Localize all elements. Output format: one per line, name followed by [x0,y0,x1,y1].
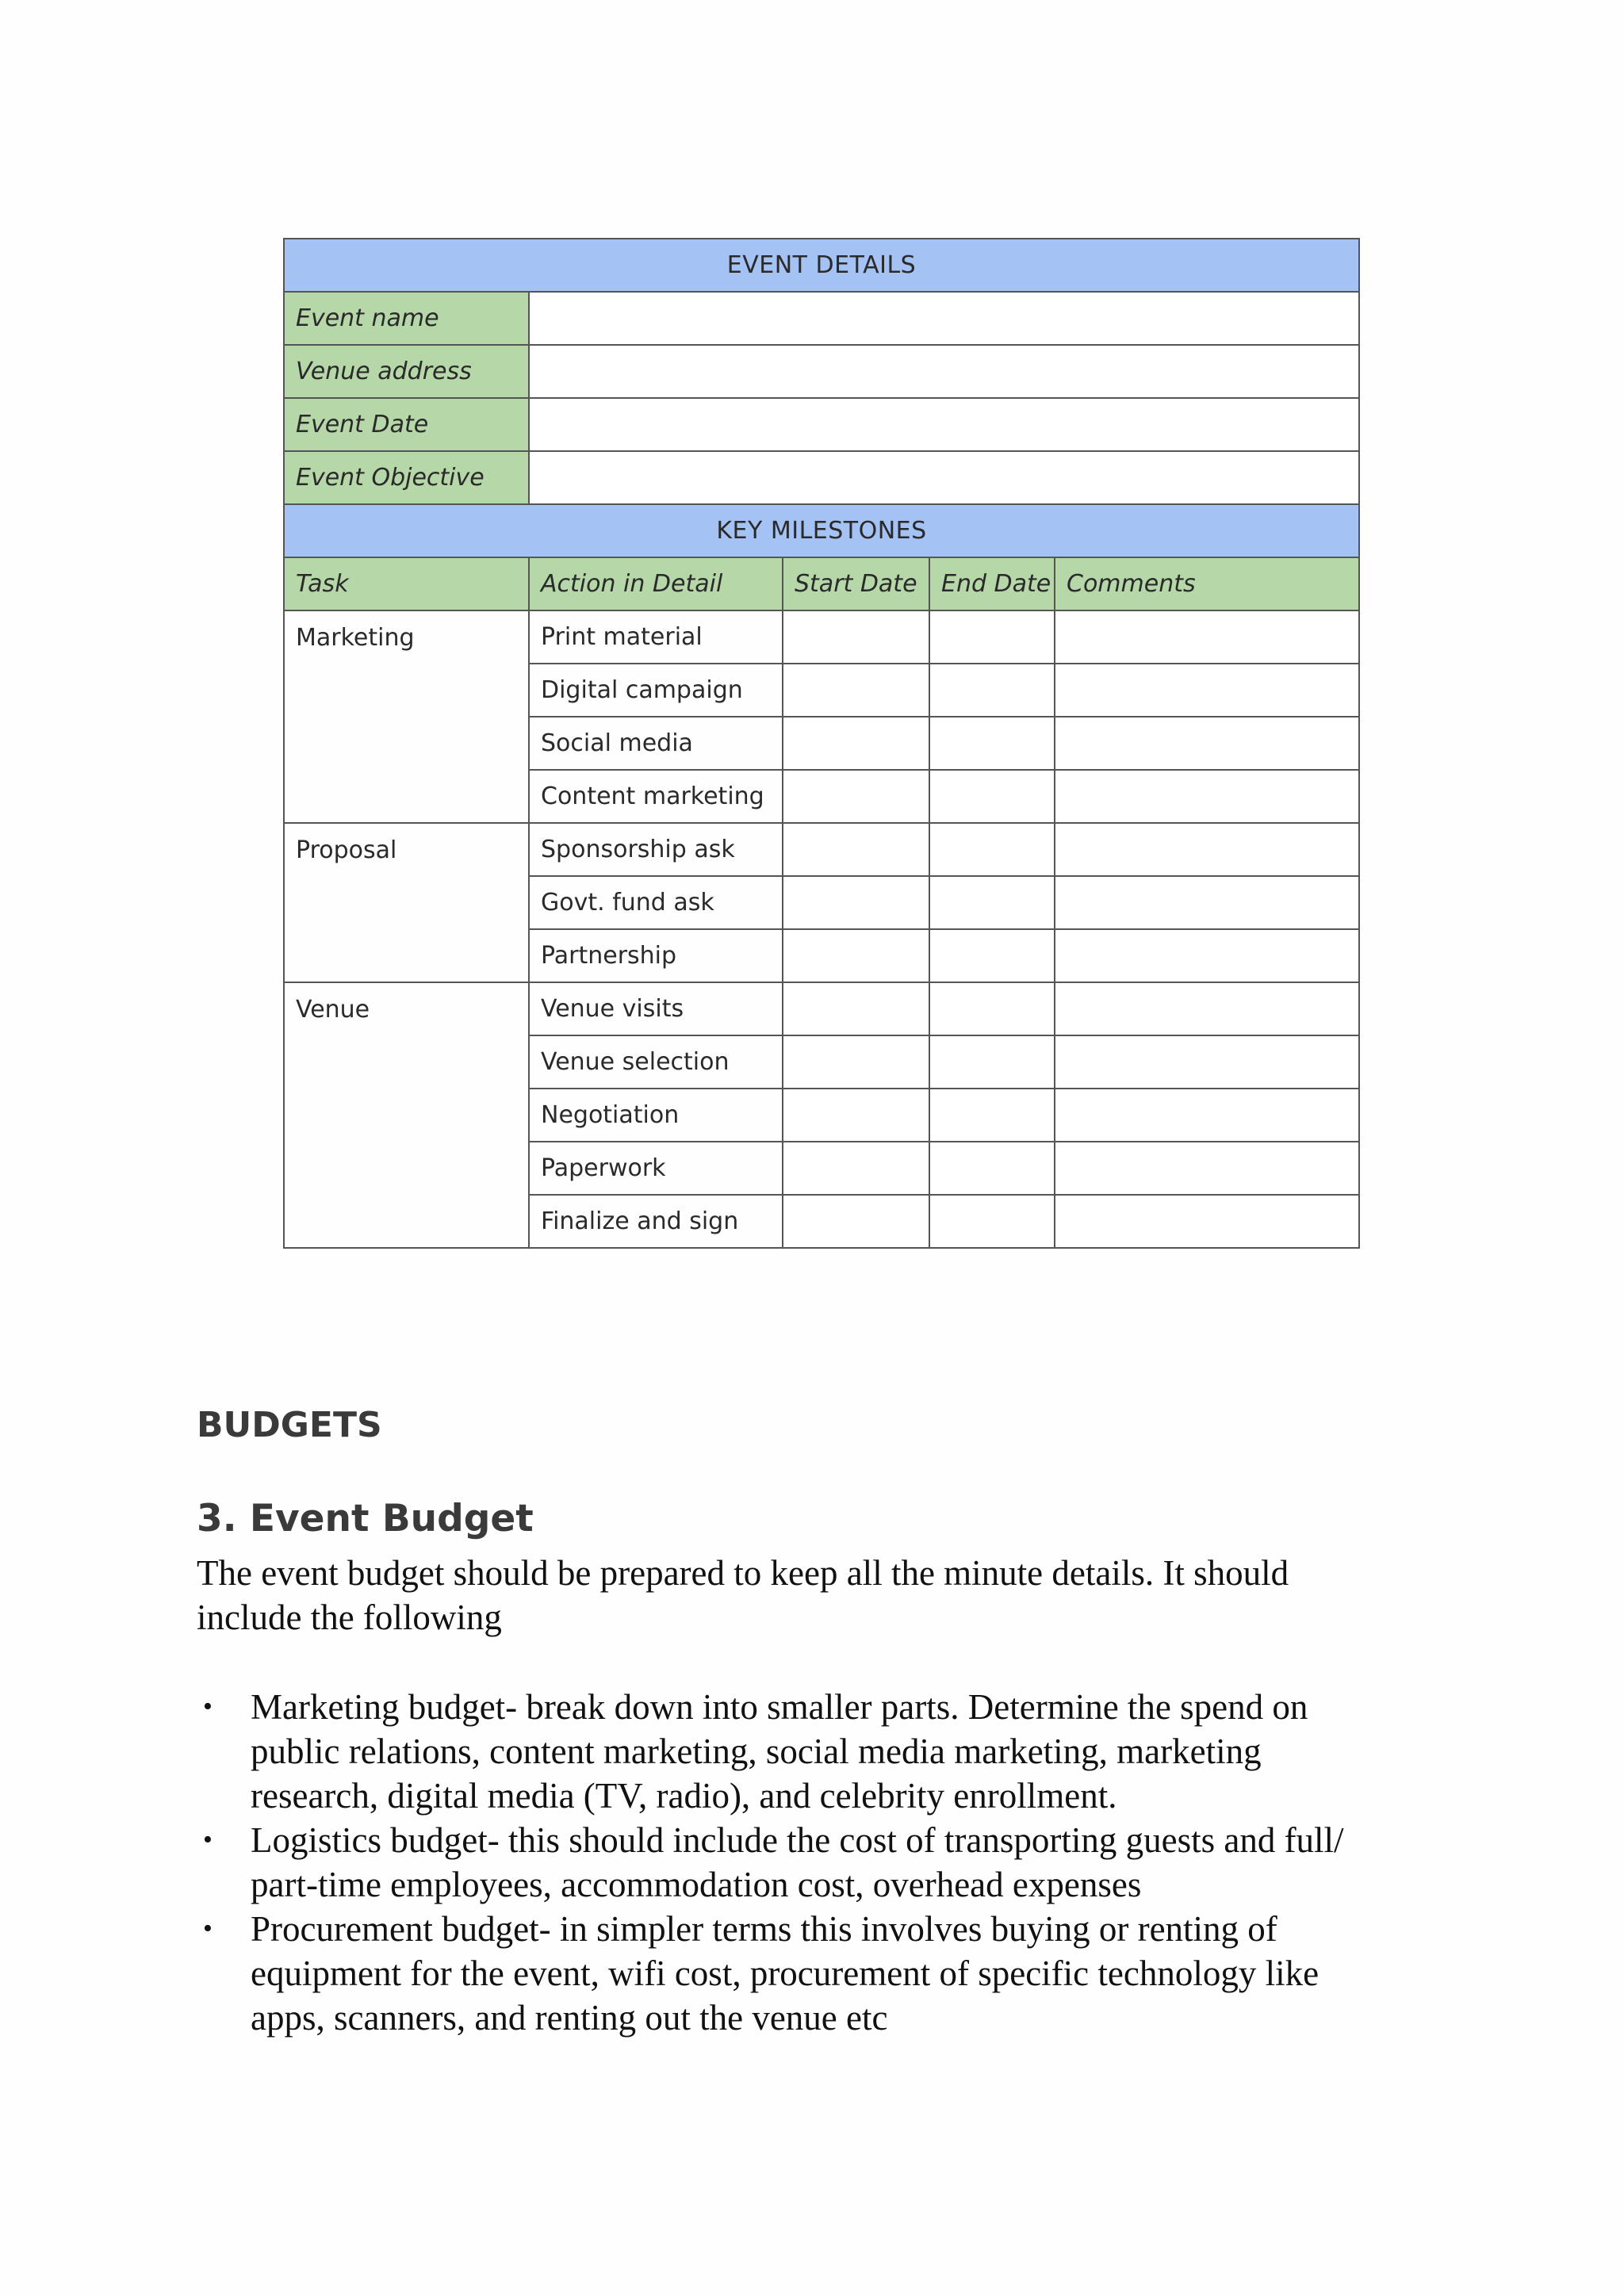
bullet-marker: • [203,1914,213,1943]
milestone-action: Venue selection [529,1035,783,1089]
start-date-cell[interactable] [783,929,929,982]
start-date-cell[interactable] [783,823,929,876]
milestone-column-header: Task [284,557,529,610]
milestone-action: Content marketing [529,770,783,823]
key-milestones-title: KEY MILESTONES [284,504,1359,557]
bullet-line: Logistics budget- this should include the cost of transporting guests and full/ [251,1820,1344,1860]
milestone-column-header-row [284,557,1359,610]
event-detail-value[interactable] [529,398,1359,451]
bullet-line: part-time employees, accommodation cost, overhead expenses [251,1865,1142,1904]
end-date-cell[interactable] [929,1195,1055,1248]
bullet-line: Procurement budget- in simpler terms this involves buying or renting of [251,1909,1277,1949]
intro-line: include the following [197,1598,502,1637]
milestone-action: Negotiation [529,1089,783,1142]
event-details-title: EVENT DETAILS [284,239,1359,292]
comments-cell[interactable] [1055,717,1359,770]
event-detail-value[interactable] [529,292,1359,345]
comments-cell[interactable] [1055,610,1359,664]
end-date-cell[interactable] [929,1089,1055,1142]
event-detail-label: Venue address [284,345,529,398]
end-date-cell[interactable] [929,1142,1055,1195]
event-detail-row [284,451,1359,504]
comments-cell[interactable] [1055,770,1359,823]
budget-bullet-item [197,1818,1465,1907]
end-date-cell[interactable] [929,610,1055,664]
event-detail-row [284,345,1359,398]
event-detail-value[interactable] [529,345,1359,398]
event-plan-table [283,238,1360,1249]
milestone-row [284,982,1359,1035]
start-date-cell[interactable] [783,717,929,770]
bullet-line: equipment for the event, wifi cost, procurement of specific technology like [251,1954,1320,1993]
bullet-marker: • [203,1825,213,1854]
start-date-cell[interactable] [783,770,929,823]
comments-cell[interactable] [1055,1089,1359,1142]
event-detail-row [284,292,1359,345]
end-date-cell[interactable] [929,823,1055,876]
milestone-row [284,823,1359,876]
comments-cell[interactable] [1055,929,1359,982]
milestone-action: Venue visits [529,982,783,1035]
milestone-action: Social media [529,717,783,770]
bullet-marker: • [203,1692,213,1721]
end-date-cell[interactable] [929,664,1055,717]
event-plan-table-image [283,238,1358,1249]
comments-cell[interactable] [1055,1142,1359,1195]
end-date-cell[interactable] [929,929,1055,982]
event-detail-row [284,398,1359,451]
start-date-cell[interactable] [783,1142,929,1195]
event-detail-value[interactable] [529,451,1359,504]
comments-cell[interactable] [1055,823,1359,876]
budgets-heading: BUDGETS [197,1405,382,1445]
key-milestones-header-row [284,504,1359,557]
start-date-cell[interactable] [783,664,929,717]
milestone-action: Partnership [529,929,783,982]
milestone-column-header: Comments [1055,557,1359,610]
event-detail-label: Event Objective [284,451,529,504]
bullet-line: research, digital media (TV, radio), and celebrity enrollment. [251,1776,1117,1816]
milestone-action: Sponsorship ask [529,823,783,876]
start-date-cell[interactable] [783,876,929,929]
end-date-cell[interactable] [929,982,1055,1035]
budget-bullet-item [197,1685,1465,1818]
event-details-header-row [284,239,1359,292]
end-date-cell[interactable] [929,1035,1055,1089]
milestone-action: Digital campaign [529,664,783,717]
milestone-task: Venue [284,982,529,1248]
event-detail-label: Event Date [284,398,529,451]
milestone-action: Govt. fund ask [529,876,783,929]
start-date-cell[interactable] [783,1089,929,1142]
comments-cell[interactable] [1055,664,1359,717]
budget-bullet-list [197,1685,1465,2040]
budget-bullet-item [197,1907,1465,2040]
milestone-column-header: End Date [929,557,1055,610]
milestone-column-header: Action in Detail [529,557,783,610]
milestone-task: Proposal [284,823,529,982]
milestone-column-header: Start Date [783,557,929,610]
bullet-line: public relations, content marketing, social media marketing, marketing [251,1732,1262,1771]
event-budget-heading: 3. Event Budget [197,1497,534,1540]
start-date-cell[interactable] [783,1195,929,1248]
comments-cell[interactable] [1055,1035,1359,1089]
milestone-action: Print material [529,610,783,664]
start-date-cell[interactable] [783,610,929,664]
intro-line: The event budget should be prepared to keep all the minute details. It should [197,1553,1289,1593]
bullet-line: Marketing budget- break down into smaller parts. Determine the spend on [251,1687,1308,1727]
end-date-cell[interactable] [929,876,1055,929]
comments-cell[interactable] [1055,1195,1359,1248]
end-date-cell[interactable] [929,770,1055,823]
milestone-task: Marketing [284,610,529,823]
milestone-row [284,610,1359,664]
end-date-cell[interactable] [929,717,1055,770]
milestone-action: Finalize and sign [529,1195,783,1248]
comments-cell[interactable] [1055,876,1359,929]
bullet-line: apps, scanners, and renting out the venue etc [251,1998,888,2038]
intro-paragraph [197,1551,1434,1640]
comments-cell[interactable] [1055,982,1359,1035]
start-date-cell[interactable] [783,1035,929,1089]
event-detail-label: Event name [284,292,529,345]
start-date-cell[interactable] [783,982,929,1035]
milestone-action: Paperwork [529,1142,783,1195]
